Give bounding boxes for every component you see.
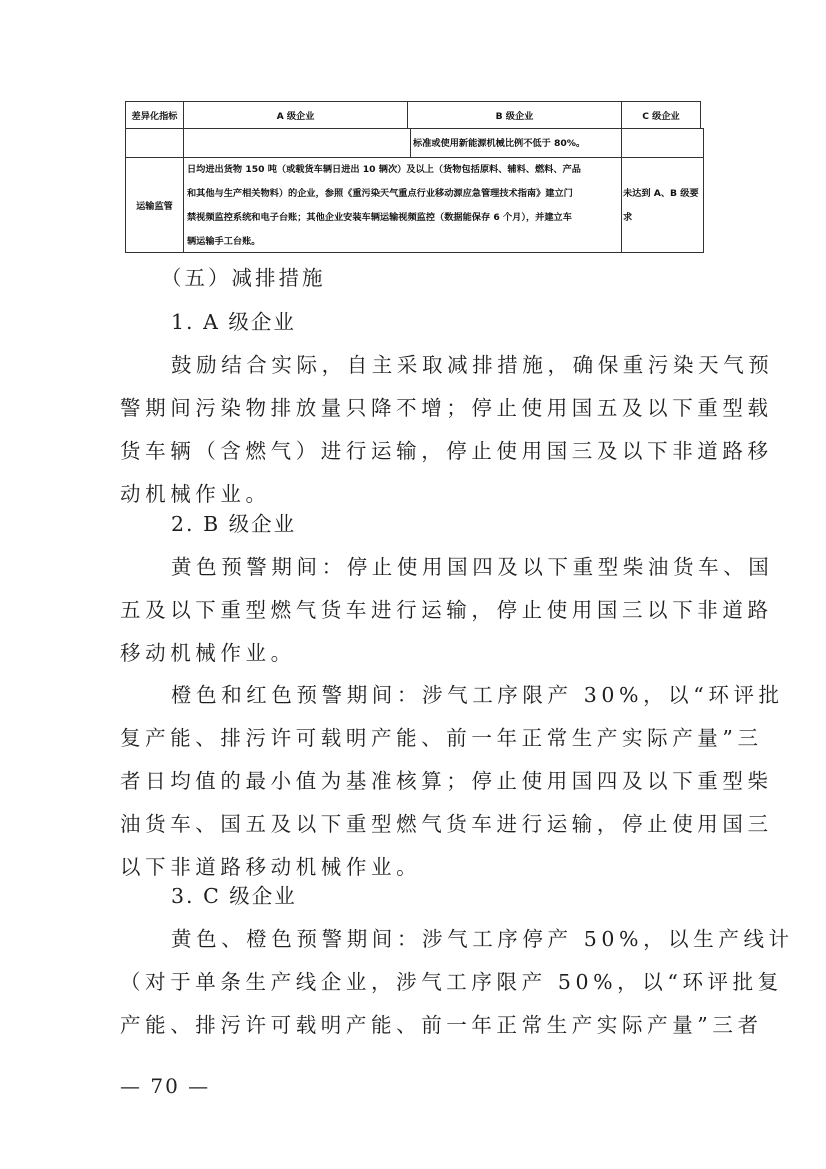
header-b <box>407 101 622 129</box>
header-indicator <box>125 101 184 129</box>
c-requirement-line: 求 <box>623 212 633 223</box>
transport-text-line: 日均进出货物 150 吨（或载货车辆日进出 10 辆次）及以上（货物包括原料、辅料、燃料、产品 <box>187 164 581 175</box>
a-level-title: 1. A 级企业 <box>171 310 296 334</box>
transport-text-line: 辆运输手工台账。 <box>187 236 261 247</box>
c-level-title: 3. C 级企业 <box>171 884 297 908</box>
row3-ab-merged <box>183 157 622 253</box>
b-level-title: 2. B 级企业 <box>171 512 297 536</box>
b-orange-text-line: 橙色和红色预警期间：涉气工序限产 30%，以“环评批 <box>171 683 784 707</box>
row2-a <box>183 128 411 158</box>
b-orange-text-line: 油货车、国五及以下重型燃气货车进行运输，停止使用国三 <box>120 812 773 836</box>
row2-b-text: 标准或使用新能源机械比例不低于 80%。 <box>413 138 586 149</box>
row3-c <box>621 157 704 253</box>
a-level-text-line: 鼓励结合实际，自主采取减排措施，确保重污染天气预 <box>171 353 774 377</box>
header-b-label: B 级企业 <box>495 111 534 122</box>
b-yellow-text-line: 五及以下重型燃气货车进行运输，停止使用国三以下非道路 <box>120 598 773 622</box>
c-requirement-line: 未达到 A、B 级要 <box>623 188 699 199</box>
transport-text-line: 和其他与生产相关物料）的企业，参照《重污染天气重点行业移动源应急管理技术指南》建立门 <box>187 188 573 199</box>
row2-indicator <box>125 128 184 158</box>
transport-supervision-label: 运输监管 <box>136 201 173 212</box>
b-orange-text-line: 复产能、排污许可载明产能、前一年正常生产实际产量”三 <box>120 726 763 750</box>
a-level-text-line: 警期间污染物排放量只降不增；停止使用国五及以下重型载 <box>120 396 773 420</box>
b-orange-text-line: 者日均值的最小值为基准核算；停止使用国四及以下重型柴 <box>120 769 773 793</box>
row3-indicator <box>125 157 184 253</box>
transport-text-line: 禁视频监控系统和电子台账；其他企业安装车辆运输视频监控（数据能保存 6 个月），并建立车 <box>187 212 572 223</box>
section-heading: （五）减排措施 <box>161 266 326 290</box>
row2-b <box>410 128 622 158</box>
header-a-label: A 级企业 <box>276 111 315 122</box>
b-orange-text-line: 以下非道路移动机械作业。 <box>120 855 422 879</box>
page-number: — 70 — <box>120 1074 211 1098</box>
c-level-text-line: 黄色、橙色预警期间：涉气工序停产 50%，以生产线计 <box>171 927 794 951</box>
c-level-text-line: （对于单条生产线企业，涉气工序限产 50%，以“环评批复 <box>120 970 783 994</box>
c-level-text-line: 产能、排污许可载明产能、前一年正常生产实际产量”三者 <box>120 1013 763 1037</box>
header-c <box>621 101 701 129</box>
header-indicator-label: 差异化指标 <box>131 111 178 122</box>
a-level-text-line: 货车辆（含燃气）进行运输，停止使用国三及以下非道路移 <box>120 439 773 463</box>
row2-c <box>621 128 704 158</box>
a-level-text-line: 动机械作业。 <box>120 482 271 506</box>
header-c-label: C 级企业 <box>642 111 680 122</box>
b-yellow-text-line: 黄色预警期间：停止使用国四及以下重型柴油货车、国 <box>171 555 774 579</box>
b-yellow-text-line: 移动机械作业。 <box>120 641 296 665</box>
header-a <box>183 101 408 129</box>
